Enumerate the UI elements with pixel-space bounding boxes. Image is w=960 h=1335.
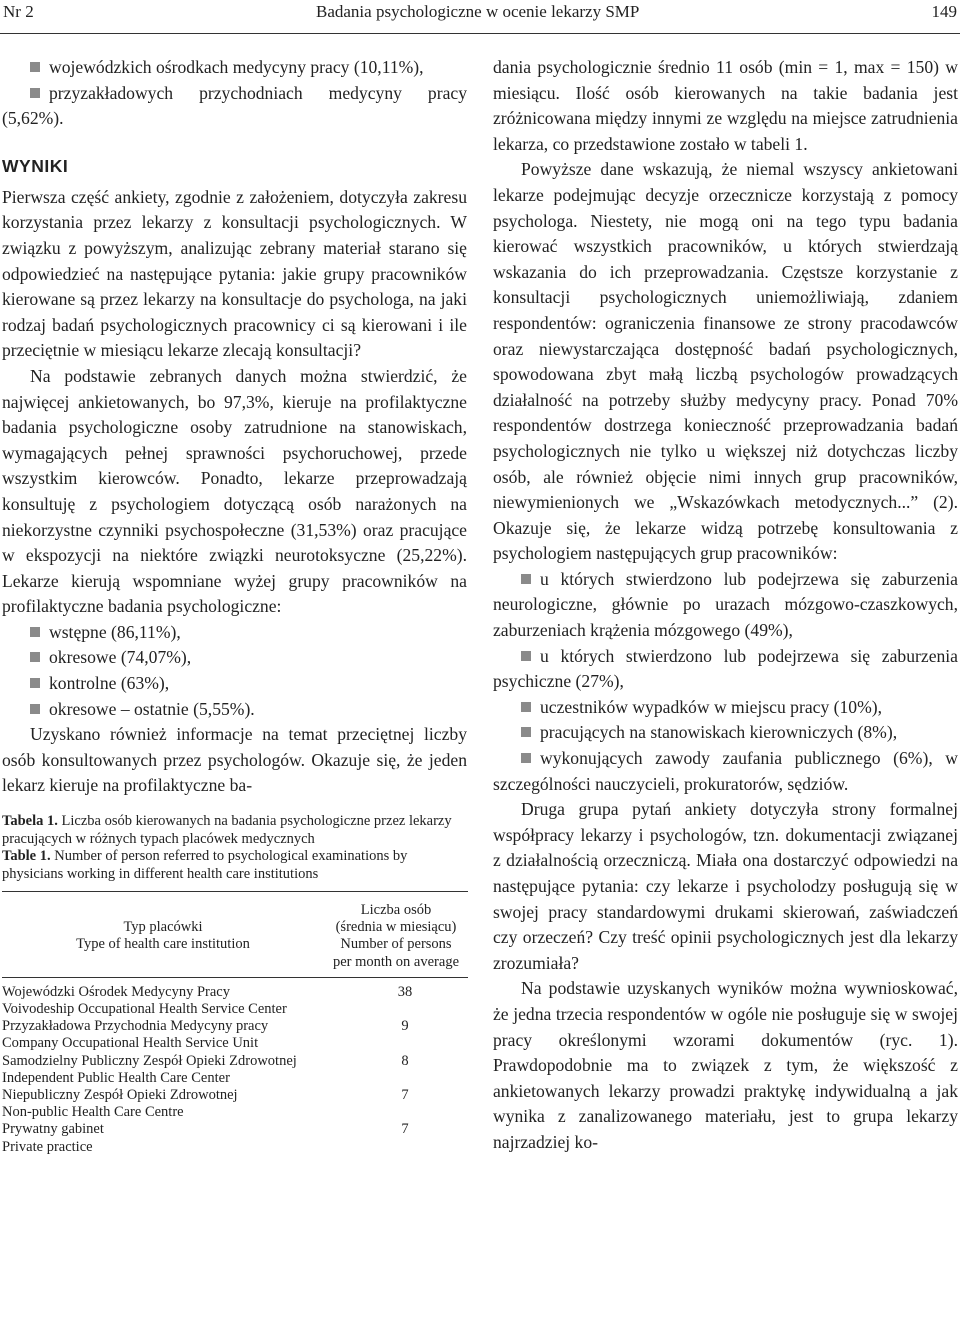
- issue-number: Nr 2: [3, 2, 34, 21]
- table-body: [2, 978, 468, 1156]
- bullet-square-icon: [30, 88, 40, 98]
- column-header-type: Typ placówki Type of health care institution: [76, 919, 250, 953]
- bullet-square-icon: [30, 627, 40, 637]
- table-row: Prywatny gabinet Private practice 7: [2, 1121, 409, 1155]
- bullet-square-icon: [521, 574, 531, 584]
- list-item: okresowe – ostatnie (5,55%).: [2, 697, 467, 723]
- data-table: [2, 891, 468, 1156]
- page-number: 149: [931, 2, 957, 21]
- list-item: u których stwierdzono lub podejrzewa się zaburzenia psychiczne (27%),: [493, 645, 958, 692]
- table-header: [2, 892, 468, 977]
- list-item: wstępne (86,11%),: [2, 620, 467, 646]
- bullet-square-icon: [521, 702, 531, 712]
- paragraph: Na podstawie zebranych danych można stwierdzić, że najwięcej ankietowanych, bo 97,3%, kieruje na profilaktyczne badania psychologiczne osoby zatrudnione na stanowiskach, wymagających pełnej sprawności psychoruchowej, przede wszystkim kierowców. Ponadto, lekarze przeprowadzają konsultuję z psychologiem dotyczącą osób narażonych na niekorzystne czynniki psychospołeczne (31,53%) oraz pracujące w ekspozycji na niektóre związki neurotoksyczne (25,22%). Lekarze kierują wspomniane wyżej grupy pracowników na profilaktyczne badania psychologiczne:: [2, 365, 467, 617]
- list-item: wojewódzkich ośrodkach medycyny pracy (10,11%),: [2, 55, 467, 81]
- header-rule: [0, 33, 960, 34]
- list-item: wykonujących zawody zaufania publicznego (6%), w szczególności nauczycieli, prokuratorów, sędziów.: [493, 748, 958, 794]
- list-item: przyzakładowych przychodniach medycyny pracy (5,62%).: [2, 82, 467, 129]
- paragraph: Powyższe dane wskazują, że niemal wszyscy ankietowani lekarze podejmując decyzje orzecznicze korzystają z pomocy psychologa. Niestety, nie mogą oni na tego typu badania kierować wszystkich pracowników, u których stwierdzają wskazania do ich przeprowadzania. Częstsze korzystanie z konsultacji psychologicznych uniemożliwiają, zdaniem respondentów: ograniczenia finansowe ze strony pracodawców oraz niewystarczająca dostępność badań psychologicznych, spowodowana zbyt małą liczbą psychologów prowadzących działalność na potrzeby służby medycyny pracy. Ponad 70% respondentów dostrzega konieczność przeprowadzania badań psychologicznych nie tylko u większej niż dotychczas liczby osób, ale również objęcie nimi innych grup pracowników, niewymienionych we „Wskazówkach metodycznych...” (2). Okazuje się, że lekarze widzą potrzebę konsultowania z psychologiem następujących grup pracowników:: [493, 159, 958, 564]
- list-item: uczestników wypadków w miejscu pracy (10%),: [493, 695, 958, 721]
- bullet-square-icon: [521, 727, 531, 737]
- bullet-square-icon: [521, 753, 531, 763]
- bullet-square-icon: [30, 704, 40, 714]
- list-item: okresowe (74,07%),: [2, 645, 467, 671]
- section-heading: WYNIKI: [2, 155, 69, 176]
- list-item: pracujących na stanowiskach kierowniczych (8%),: [493, 720, 958, 746]
- right-column: [493, 55, 958, 1156]
- table-caption: Tabela 1. Liczba osób kierowanych na badania psychologiczne przez lekarzy pracujących w różnych typach placówek medycznych Table 1. Number of person referred to psychological examinations by physicians working in different health care institutions: [2, 813, 452, 882]
- running-title: Badania psychologiczne w ocenie lekarzy SMP: [316, 2, 640, 21]
- list-item: u których stwierdzono lub podejrzewa się zaburzenia neurologiczne, głównie po urazach mózgowo-czaszkowych, zaburzeniach krążenia mózgowego (49%),: [493, 568, 958, 641]
- table-row: Przyzakładowa Przychodnia Medycyny pracy Company Occupational Health Service Unit 9: [2, 1018, 409, 1052]
- table-row: Wojewódzki Ośrodek Medycyny Pracy Voivodeship Occupational Health Service Center 38: [2, 983, 413, 1018]
- bullet-square-icon: [30, 652, 40, 662]
- column-header-count: Liczba osób (średnia w miesiącu) Number of persons per month on average: [332, 902, 460, 970]
- bullet-square-icon: [521, 651, 531, 661]
- table-row: Samodzielny Publiczny Zespół Opieki Zdrowotnej Independent Public Health Care Center 8: [2, 1052, 409, 1086]
- paragraph: Pierwsza część ankiety, zgodnie z założeniem, dotyczyła zakresu korzystania przez lekarzy z konsultacji psychologicznych. W związku z powyższym, analizując zebrany materiał starano się odpowiedzieć na następujące pytania: jakie grupy pracowników kierowane są przez lekarzy na konsultacje do psychologa, na jaki rodzaj badań psychologicznych pracownicy ci są kierowani i ile przeciętnie w miesiącu lekarze zlecają konsultacji?: [2, 186, 467, 361]
- list-item: kontrolne (63%),: [2, 671, 467, 697]
- paragraph: Druga grupa pytań ankiety dotyczyła strony formalnej współpracy lekarzy i psychologów, tzn. dokumentacji związanej z działalnością orzeczniczą. Miała ona dostarczyć odpowiedzi na następujące pytania: czy lekarze i psycholodzy posługują się w swojej pracy standardowymi drukami skierowań, zaświadczeń czy orzeczeń? Czy treść opinii psychologicznych jest dla lekarzy zrozumiała?: [493, 799, 958, 973]
- paragraph: Na podstawie uzyskanych wyników można wywnioskować, że jedna trzecia respondentów w ogóle nie posługuje się w swojej pracy określonymi wzorami dokumentów (ryc. 1). Prawdopodobnie ma to związek z tym, że większość z ankietowanych lekarzy prowadzi praktykę indywidualną a jak wynika z zanalizowanego materiału, jest to grupa lekarzy najrzadziej ko-: [493, 978, 958, 1152]
- left-column: [2, 55, 467, 1156]
- paragraph: dania psychologicznie średnio 11 osób (min = 1, max = 150) w miesiącu. Ilość osób kierowanych na takie badania jest zróżnicowana między innymi ze względu na miejsce zatrudnienia lekarza, co przedstawione zostało w tabeli 1.: [493, 57, 958, 154]
- bullet-square-icon: [30, 62, 40, 72]
- bullet-square-icon: [30, 678, 40, 688]
- paragraph: Uzyskano również informacje na temat przeciętnej liczby osób konsultowanych przez psychologów. Okazuje się, że jeden lekarz kieruje na profilaktyczne ba-: [2, 724, 467, 796]
- table-row: Niepubliczny Zespół Opieki Zdrowotnej Non-public Health Care Centre 7: [2, 1087, 409, 1121]
- page-header: [0, 0, 960, 30]
